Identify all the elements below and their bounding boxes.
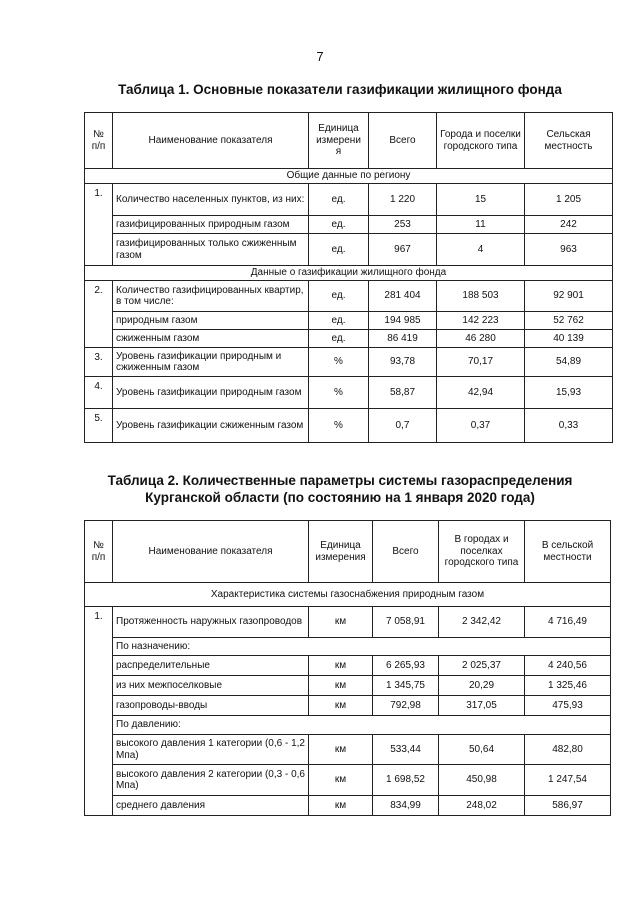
header-number: № п/п	[85, 113, 113, 169]
row-name: Протяженность наружных газопроводов	[113, 607, 309, 638]
row-unit: км	[309, 796, 373, 816]
row-rural: 475,93	[525, 696, 611, 716]
row-total: 533,44	[373, 735, 439, 765]
table-row	[85, 676, 611, 696]
table-row	[85, 348, 613, 377]
row-unit: ед.	[309, 184, 369, 216]
row-unit: %	[309, 409, 369, 443]
row-total: 281 404	[369, 281, 437, 312]
row-urban: 317,05	[439, 696, 525, 716]
row-name: высокого давления 2 категории (0,3 - 0,6 Мпа)	[113, 765, 309, 796]
row-urban: 450,98	[439, 765, 525, 796]
row-urban: 70,17	[437, 348, 525, 377]
row-rural: 15,93	[525, 377, 613, 409]
table-row	[85, 735, 611, 765]
row-name: Уровень газификации природным газом	[113, 377, 309, 409]
row-rural: 242	[525, 216, 613, 234]
header-total: Всего	[373, 521, 439, 583]
row-unit: ед.	[309, 330, 369, 348]
row-name: из них межпоселковые	[113, 676, 309, 696]
row-total: 1 345,75	[373, 676, 439, 696]
table1	[84, 112, 613, 443]
row-urban: 42,94	[437, 377, 525, 409]
row-unit: км	[309, 735, 373, 765]
row-urban: 50,64	[439, 735, 525, 765]
row-rural: 0,33	[525, 409, 613, 443]
row-rural: 40 139	[525, 330, 613, 348]
header-rural: Сельская местность	[525, 113, 613, 169]
table-row	[85, 216, 613, 234]
row-unit: ед.	[309, 281, 369, 312]
header-urban: В городах и поселках городского типа	[439, 521, 525, 583]
row-unit: %	[309, 377, 369, 409]
row-urban: 15	[437, 184, 525, 216]
row-unit: км	[309, 765, 373, 796]
row-unit: км	[309, 676, 373, 696]
row-total: 0,7	[369, 409, 437, 443]
row-rural: 482,80	[525, 735, 611, 765]
table-row	[85, 656, 611, 676]
row-urban: 11	[437, 216, 525, 234]
section-row	[85, 266, 613, 281]
subheading-row	[85, 638, 611, 656]
row-unit: %	[309, 348, 369, 377]
table2-header-row	[85, 521, 611, 583]
row-name: газопроводы-вводы	[113, 696, 309, 716]
row-total: 253	[369, 216, 437, 234]
header-unit: Единица измерени я	[309, 113, 369, 169]
section-row	[85, 169, 613, 184]
table1-header-row	[85, 113, 613, 169]
row-name: высокого давления 1 категории (0,6 - 1,2 Мпа)	[113, 735, 309, 765]
section-title: Данные о газификации жилищного фонда	[85, 266, 613, 281]
table2-title-line2: Курганской области (по состоянию на 1 января 2020 года)	[145, 490, 535, 505]
row-urban: 2 342,42	[439, 607, 525, 638]
row-unit: ед.	[309, 216, 369, 234]
row-unit: ед.	[309, 234, 369, 266]
table2-title	[60, 472, 620, 506]
header-indicator: Наименование показателя	[113, 521, 309, 583]
subheading-row	[85, 716, 611, 735]
subheading: По назначению:	[113, 638, 611, 656]
row-total: 93,78	[369, 348, 437, 377]
row-urban: 20,29	[439, 676, 525, 696]
row-urban: 4	[437, 234, 525, 266]
row-total: 834,99	[373, 796, 439, 816]
row-total: 86 419	[369, 330, 437, 348]
row-total: 58,87	[369, 377, 437, 409]
row-rural: 54,89	[525, 348, 613, 377]
section-row	[85, 583, 611, 607]
table2	[84, 520, 611, 816]
row-unit: км	[309, 656, 373, 676]
row-name: сжиженным газом	[113, 330, 309, 348]
header-number: № п/п	[85, 521, 113, 583]
row-total: 194 985	[369, 312, 437, 330]
table-row	[85, 607, 611, 638]
table-row	[85, 184, 613, 216]
row-name: природным газом	[113, 312, 309, 330]
row-rural: 586,97	[525, 796, 611, 816]
header-indicator: Наименование показателя	[113, 113, 309, 169]
header-total: Всего	[369, 113, 437, 169]
row-urban: 46 280	[437, 330, 525, 348]
table1-title: Таблица 1. Основные показатели газификации жилищного фонда	[118, 82, 562, 97]
row-rural: 4 716,49	[525, 607, 611, 638]
row-total: 6 265,93	[373, 656, 439, 676]
table-row	[85, 765, 611, 796]
row-unit: ед.	[309, 312, 369, 330]
row-rural: 52 762	[525, 312, 613, 330]
row-rural: 4 240,56	[525, 656, 611, 676]
row-rural: 963	[525, 234, 613, 266]
table-row	[85, 234, 613, 266]
row-name: Количество населенных пунктов, из них:	[113, 184, 309, 216]
row-number: 5.	[85, 409, 113, 443]
row-number: 1.	[85, 184, 113, 266]
row-total: 967	[369, 234, 437, 266]
row-unit: км	[309, 607, 373, 638]
table-row	[85, 696, 611, 716]
row-name: Уровень газификации сжиженным газом	[113, 409, 309, 443]
table-row	[85, 377, 613, 409]
section-title: Общие данные по региону	[85, 169, 613, 184]
table-row	[85, 796, 611, 816]
row-name: Количество газифицированных квартир, в том числе:	[113, 281, 309, 312]
row-name: газифицированных природным газом	[113, 216, 309, 234]
header-urban: Города и поселки городского типа	[437, 113, 525, 169]
row-number: 1.	[85, 607, 113, 816]
row-urban: 188 503	[437, 281, 525, 312]
row-urban: 142 223	[437, 312, 525, 330]
row-name: газифицированных только сжиженным газом	[113, 234, 309, 266]
row-rural: 1 247,54	[525, 765, 611, 796]
row-unit: км	[309, 696, 373, 716]
row-rural: 1 205	[525, 184, 613, 216]
row-name: распределительные	[113, 656, 309, 676]
header-rural: В сельской местности	[525, 521, 611, 583]
row-total: 1 220	[369, 184, 437, 216]
row-urban: 0,37	[437, 409, 525, 443]
row-name: Уровень газификации природным и сжиженным газом	[113, 348, 309, 377]
row-total: 7 058,91	[373, 607, 439, 638]
header-unit: Единица измерения	[309, 521, 373, 583]
subheading: По давлению:	[113, 716, 611, 735]
row-urban: 248,02	[439, 796, 525, 816]
row-name: среднего давления	[113, 796, 309, 816]
row-rural: 92 901	[525, 281, 613, 312]
row-urban: 2 025,37	[439, 656, 525, 676]
table2-title-line1: Таблица 2. Количественные параметры системы газораспределения	[107, 473, 573, 488]
row-total: 1 698,52	[373, 765, 439, 796]
section-title: Характеристика системы газоснабжения природным газом	[85, 583, 611, 607]
row-total: 792,98	[373, 696, 439, 716]
row-rural: 1 325,46	[525, 676, 611, 696]
table-row	[85, 312, 613, 330]
row-number: 2.	[85, 281, 113, 348]
page-number: 7	[316, 49, 324, 64]
row-number: 3.	[85, 348, 113, 377]
table-row	[85, 330, 613, 348]
table-row	[85, 409, 613, 443]
row-number: 4.	[85, 377, 113, 409]
table-row	[85, 281, 613, 312]
